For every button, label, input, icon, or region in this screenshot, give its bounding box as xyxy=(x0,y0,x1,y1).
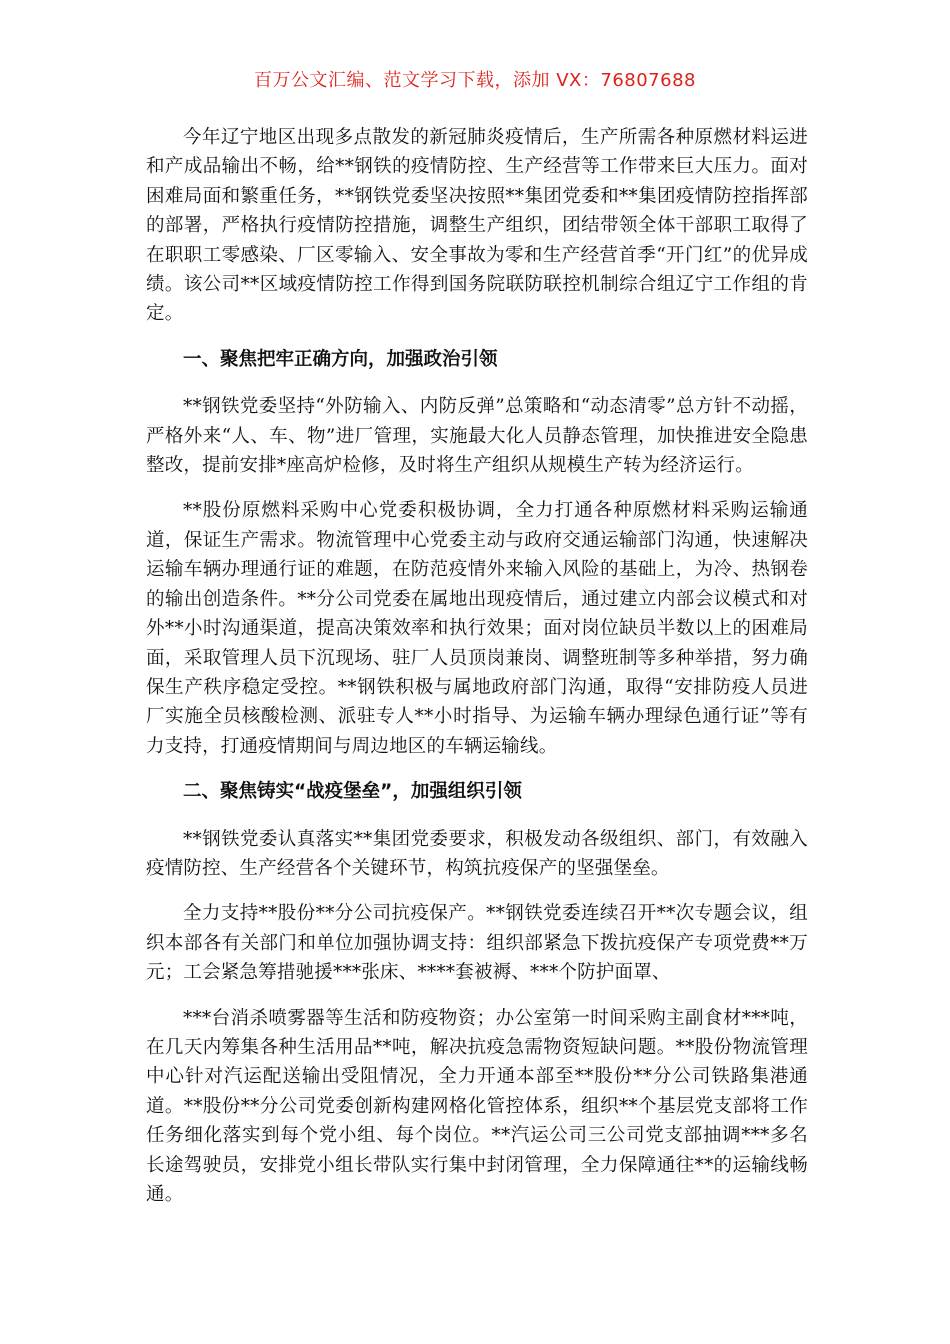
document-body xyxy=(146,123,808,1225)
section1-paragraph-2: **股份原燃料采购中心党委积极协调，全力打通各种原燃材料采购运输通道，保证生产需求。物流管理中心党委主动与政府交通运输部门沟通，快速解决运输车辆办理通行证的难题，在防范疫情外来输入风险的基础上，为冷、热钢卷的输出创造条件。**分公司党委在属地出现疫情后，通过建立内部会议模式和对外**小时沟通渠道，提高决策效率和执行效果；面对岗位缺员半数以上的困难局面，采取管理人员下沉现场、驻厂人员顶岗兼岗、调整班制等多种举措，努力确保生产秩序稳定受控。**钢铁积极与属地政府部门沟通，取得“安排防疫人员进厂实施全员核酸检测、派驻专人**小时指导、为运输车辆办理绿色通行证”等有力支持，打通疫情期间与周边地区的车辆运输线。 xyxy=(146,500,808,757)
section-heading-2: 二、聚焦铸实“战疫堡垒”，加强组织引领 xyxy=(183,781,522,803)
section2-paragraph-2: 全力支持**股份**分公司抗疫保产。**钢铁党委连续召开**次专题会议，组织本部各有关部门和单位加强协调支持：组织部紧急下拨抗疫保产专项党费**万元；工会紧急筹措驰援***张床、****套被褥、***个防护面罩、 xyxy=(146,903,808,984)
watermark-banner: 百万公文汇编、范文学习下载，添加 VX：76807688 xyxy=(254,70,696,91)
section1-paragraph-1: **钢铁党委坚持“外防输入、内防反弹”总策略和“动态清零”总方针不动摇，严格外来“人、车、物”进厂管理，实施最大化人员静态管理，加快推进安全隐患整改，提前安排*座高炉检修，及时将生产组织从规模生产转为经济运行。 xyxy=(146,396,808,477)
section2-paragraph-1: **钢铁党委认真落实**集团党委要求，积极发动各级组织、部门，有效融入疫情防控、生产经营各个关键环节，构筑抗疫保产的坚强堡垒。 xyxy=(146,828,808,879)
intro-paragraph: 今年辽宁地区出现多点散发的新冠肺炎疫情后，生产所需各种原燃材料运进和产成品输出不畅，给**钢铁的疫情防控、生产经营等工作带来巨大压力。面对困难局面和繁重任务，**钢铁党委坚决按照**集团党委和**集团疫情防控指挥部的部署，严格执行疫情防控措施，调整生产组织，团结带领全体干部职工取得了在职职工零感染、厂区零输入、安全事故为零和生产经营首季“开门红”的优异成绩。该公司**区域疫情防控工作得到国务院联防联控机制综合组辽宁工作组的肯定。 xyxy=(146,127,808,325)
section2-paragraph-3: ***台消杀喷雾器等生活和防疫物资；办公室第一时间采购主副食材***吨，在几天内筹集各种生活用品**吨，解决抗疫急需物资短缺问题。**股份物流管理中心针对汽运配送输出受阻情况，全力开通本部至**股份**分公司铁路集港通道。**股份**分公司党委创新构建网格化管控体系，组织**个基层党支部将工作任务细化落实到每个党小组、每个岗位。**汽运公司三公司党支部抽调***多名长途驾驶员，安排党小组长带队实行集中封闭管理，全力保障通往**的运输线畅通。 xyxy=(146,1007,808,1205)
section-heading-1: 一、聚焦把牢正确方向，加强政治引领 xyxy=(183,348,498,370)
